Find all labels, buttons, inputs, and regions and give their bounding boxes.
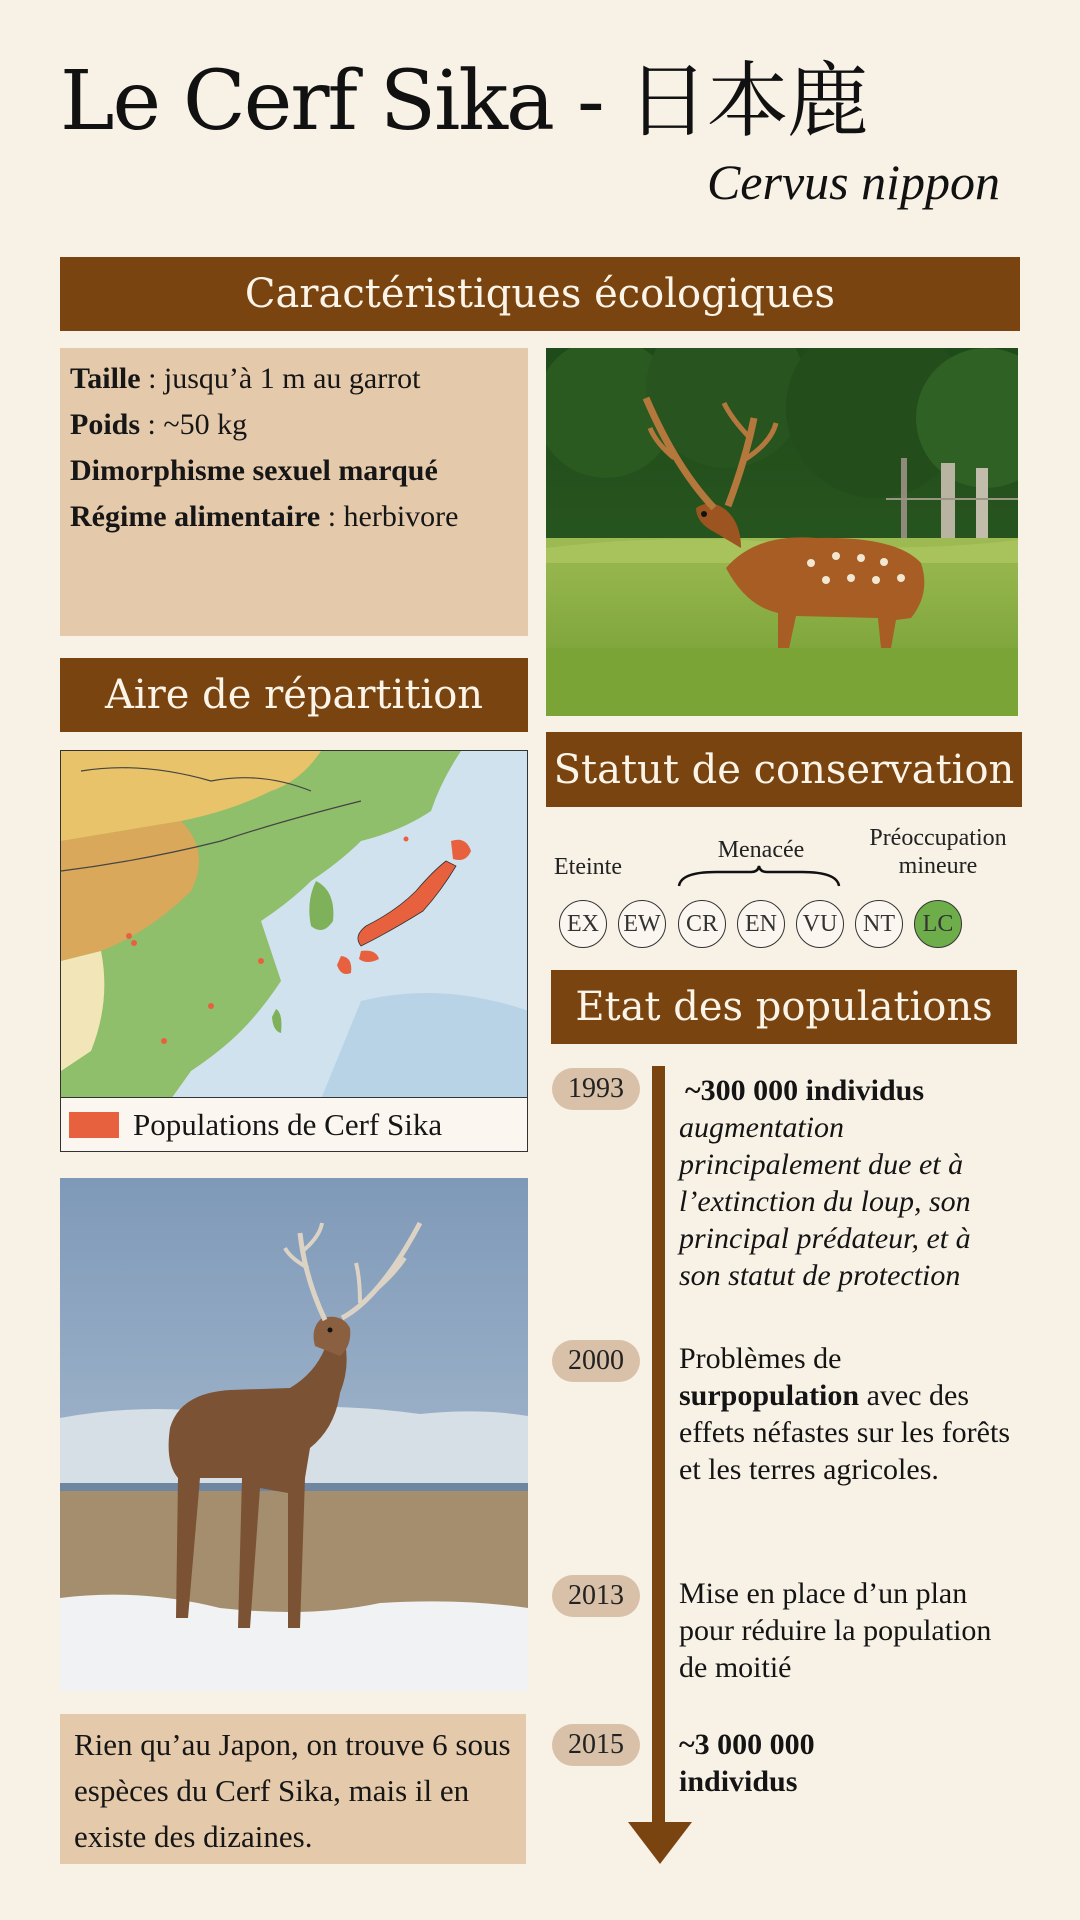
status-circle-nt: NT	[855, 900, 903, 948]
status-circle-cr: CR	[678, 900, 726, 948]
fact-dimorphisme-label: Dimorphisme sexuel marqué	[70, 454, 438, 487]
fact-poids-value: : ~50 kg	[140, 408, 248, 441]
section-header-ecologie: Caractéristiques écologiques	[60, 257, 1020, 331]
menace-brace-icon	[676, 864, 842, 890]
stag-meadow-photo	[546, 348, 1018, 716]
map-illustration	[61, 751, 528, 1098]
timeline-1993-headline: ~300 000 individus	[685, 1074, 925, 1107]
fact-taille-value: : jusqu’à 1 m au garrot	[140, 362, 421, 395]
timeline-2000-text-before: Problèmes de	[679, 1342, 842, 1375]
section-header-aire: Aire de répartition	[60, 658, 528, 732]
timeline-2000-bold: surpopulation	[679, 1379, 860, 1412]
status-circle-en: EN	[737, 900, 785, 948]
timeline-entry-2015	[679, 1726, 919, 1800]
subspecies-note: Rien qu’au Japon, on trouve 6 sous espèces du Cerf Sika, mais il en existe des dizaines.	[60, 1714, 526, 1864]
timeline-year-2000: 2000	[552, 1340, 640, 1382]
legend-label: Populations de Cerf Sika	[133, 1106, 443, 1142]
status-circle-ew: EW	[618, 900, 666, 948]
fact-regime-value: : herbivore	[320, 500, 459, 533]
fact-poids-label: Poids	[70, 408, 141, 441]
status-circle-lc: LC	[914, 900, 962, 948]
fact-regime-label: Régime alimentaire	[70, 500, 321, 533]
status-circle-vu: VU	[796, 900, 844, 948]
timeline-1993-detail: augmentation principalement due et à l’extinction du loup, son principal prédateur, et à son statut de protection	[679, 1111, 971, 1292]
stag-snow-photo	[60, 1178, 528, 1691]
map-legend	[60, 1097, 528, 1152]
stag-snow-illustration	[60, 1178, 528, 1691]
legend-swatch	[69, 1112, 119, 1138]
page-title: Le Cerf Sika - 日本鹿	[60, 54, 867, 149]
fact-regime	[70, 494, 518, 540]
fact-taille	[70, 356, 518, 402]
timeline-entry-2000	[679, 1340, 1019, 1488]
scientific-name: Cervus nippon	[706, 154, 1000, 210]
distribution-map	[60, 750, 528, 1098]
status-circle-ex: EX	[559, 900, 607, 948]
timeline-2015-headline: ~3 000 000 individus	[679, 1728, 815, 1798]
timeline-entry-2013: Mise en place d’un plan pour réduire la population de moitié	[679, 1577, 992, 1684]
status-label-menacee: Menacée	[717, 837, 805, 863]
fact-dimorphisme	[70, 448, 518, 494]
timeline-year-1993: 1993	[552, 1068, 640, 1110]
section-header-statut: Statut de conservation	[546, 732, 1022, 807]
timeline-2000-text-after: avec des effets néfastes sur les forêts et les terres agricoles.	[679, 1379, 1010, 1486]
stag-meadow-illustration	[546, 348, 1018, 716]
fact-taille-label: Taille	[70, 362, 141, 395]
status-label-preoccupation: Préoccupation mineure	[869, 825, 1007, 879]
timeline-entry-1993	[679, 1072, 1019, 1294]
section-header-etat: Etat des populations	[551, 970, 1017, 1044]
timeline-year-2015: 2015	[552, 1724, 640, 1766]
timeline-year-2013: 2013	[552, 1575, 640, 1617]
ecology-facts-box	[60, 348, 528, 636]
status-label-eteinte: Eteinte	[554, 854, 622, 880]
fact-poids	[70, 402, 518, 448]
